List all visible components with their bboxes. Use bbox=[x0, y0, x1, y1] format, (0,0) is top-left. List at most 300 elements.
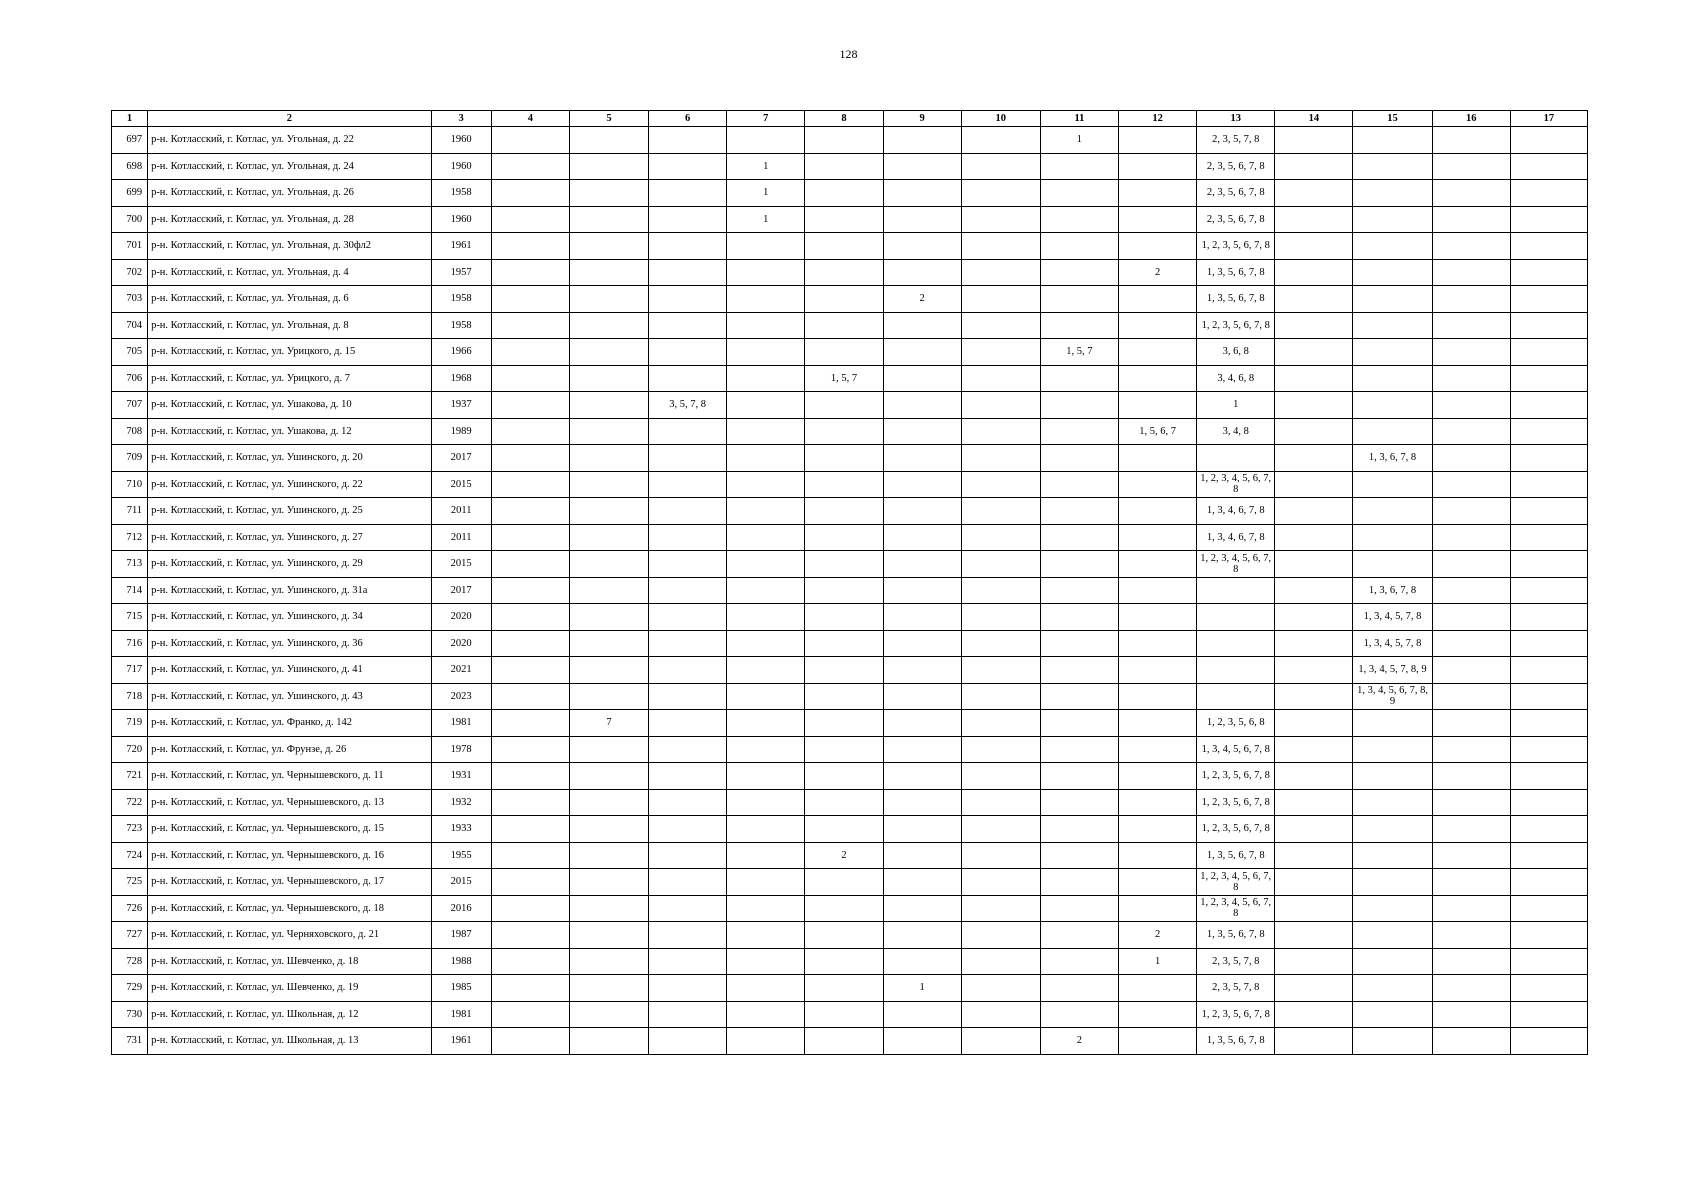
column-16-cell bbox=[1432, 312, 1510, 339]
column-5-cell bbox=[569, 842, 648, 869]
column-8-cell bbox=[805, 869, 883, 896]
column-14-cell bbox=[1275, 259, 1353, 286]
column-header-14: 14 bbox=[1275, 111, 1353, 127]
column-12-cell bbox=[1118, 392, 1196, 419]
column-11-cell bbox=[1040, 418, 1118, 445]
column-13-cell: 1, 3, 4, 5, 6, 7, 8 bbox=[1197, 736, 1275, 763]
column-11-cell bbox=[1040, 895, 1118, 922]
column-7-cell: 1 bbox=[727, 180, 805, 207]
address-cell: р-н. Котласский, г. Котлас, ул. Школьная, д. 12 bbox=[148, 1001, 432, 1028]
column-16-cell bbox=[1432, 259, 1510, 286]
column-10-cell bbox=[961, 498, 1040, 525]
column-7-cell bbox=[727, 604, 805, 631]
column-10-cell bbox=[961, 948, 1040, 975]
year-cell: 1989 bbox=[431, 418, 491, 445]
column-5-cell bbox=[569, 259, 648, 286]
column-6-cell bbox=[649, 153, 727, 180]
column-8-cell bbox=[805, 604, 883, 631]
column-11-cell bbox=[1040, 763, 1118, 790]
column-9-cell bbox=[883, 842, 961, 869]
column-17-cell bbox=[1510, 206, 1587, 233]
column-17-cell bbox=[1510, 842, 1587, 869]
address-cell: р-н. Котласский, г. Котлас, ул. Угольная, д. 22 bbox=[148, 127, 432, 154]
column-10-cell bbox=[961, 127, 1040, 154]
column-13-cell: 1, 3, 4, 6, 7, 8 bbox=[1197, 498, 1275, 525]
column-8-cell bbox=[805, 816, 883, 843]
column-header-17: 17 bbox=[1510, 111, 1587, 127]
table-row bbox=[112, 127, 1588, 154]
column-6-cell bbox=[649, 127, 727, 154]
column-11-cell bbox=[1040, 922, 1118, 949]
column-13-cell: 1, 2, 3, 4, 5, 6, 7, 8 bbox=[1197, 869, 1275, 896]
column-13-cell: 1, 2, 3, 4, 5, 6, 7, 8 bbox=[1197, 895, 1275, 922]
column-4-cell bbox=[491, 604, 569, 631]
column-12-cell bbox=[1118, 736, 1196, 763]
column-7-cell bbox=[727, 710, 805, 737]
row-number-cell: 700 bbox=[112, 206, 148, 233]
column-5-cell bbox=[569, 524, 648, 551]
column-17-cell bbox=[1510, 445, 1587, 472]
column-12-cell bbox=[1118, 842, 1196, 869]
column-14-cell bbox=[1275, 657, 1353, 684]
column-15-cell bbox=[1353, 392, 1432, 419]
row-number-cell: 716 bbox=[112, 630, 148, 657]
column-12-cell bbox=[1118, 286, 1196, 313]
column-5-cell bbox=[569, 869, 648, 896]
column-4-cell bbox=[491, 339, 569, 366]
column-12-cell bbox=[1118, 551, 1196, 578]
column-16-cell bbox=[1432, 683, 1510, 710]
column-6-cell bbox=[649, 763, 727, 790]
column-17-cell bbox=[1510, 922, 1587, 949]
column-10-cell bbox=[961, 259, 1040, 286]
column-4-cell bbox=[491, 789, 569, 816]
column-17-cell bbox=[1510, 339, 1587, 366]
column-9-cell bbox=[883, 577, 961, 604]
column-7-cell bbox=[727, 498, 805, 525]
column-17-cell bbox=[1510, 789, 1587, 816]
table-row bbox=[112, 286, 1588, 313]
column-7-cell bbox=[727, 312, 805, 339]
column-8-cell bbox=[805, 259, 883, 286]
row-number-cell: 702 bbox=[112, 259, 148, 286]
column-12-cell bbox=[1118, 710, 1196, 737]
row-number-cell: 724 bbox=[112, 842, 148, 869]
column-17-cell bbox=[1510, 180, 1587, 207]
column-13-cell: 1, 3, 4, 6, 7, 8 bbox=[1197, 524, 1275, 551]
row-number-cell: 731 bbox=[112, 1028, 148, 1055]
column-17-cell bbox=[1510, 418, 1587, 445]
column-10-cell bbox=[961, 763, 1040, 790]
table-row bbox=[112, 418, 1588, 445]
column-14-cell bbox=[1275, 180, 1353, 207]
year-cell: 2015 bbox=[431, 869, 491, 896]
column-16-cell bbox=[1432, 1001, 1510, 1028]
column-12-cell bbox=[1118, 630, 1196, 657]
year-cell: 2016 bbox=[431, 895, 491, 922]
column-8-cell bbox=[805, 445, 883, 472]
column-16-cell bbox=[1432, 524, 1510, 551]
column-8-cell bbox=[805, 895, 883, 922]
column-16-cell bbox=[1432, 365, 1510, 392]
column-15-cell bbox=[1353, 816, 1432, 843]
column-6-cell bbox=[649, 206, 727, 233]
address-cell: р-н. Котласский, г. Котлас, ул. Ушинского, д. 34 bbox=[148, 604, 432, 631]
table-row bbox=[112, 604, 1588, 631]
column-14-cell bbox=[1275, 339, 1353, 366]
column-13-cell bbox=[1197, 657, 1275, 684]
column-12-cell bbox=[1118, 498, 1196, 525]
address-cell: р-н. Котласский, г. Котлас, ул. Чернышевского, д. 16 bbox=[148, 842, 432, 869]
column-13-cell: 2, 3, 5, 6, 7, 8 bbox=[1197, 153, 1275, 180]
address-cell: р-н. Котласский, г. Котлас, ул. Ушинского, д. 20 bbox=[148, 445, 432, 472]
column-4-cell bbox=[491, 1028, 569, 1055]
column-16-cell bbox=[1432, 445, 1510, 472]
column-9-cell bbox=[883, 789, 961, 816]
column-6-cell bbox=[649, 339, 727, 366]
column-16-cell bbox=[1432, 816, 1510, 843]
column-14-cell bbox=[1275, 816, 1353, 843]
column-15-cell bbox=[1353, 763, 1432, 790]
column-13-cell: 1, 2, 3, 5, 6, 7, 8 bbox=[1197, 816, 1275, 843]
row-number-cell: 704 bbox=[112, 312, 148, 339]
year-cell: 2021 bbox=[431, 657, 491, 684]
column-7-cell bbox=[727, 975, 805, 1002]
column-header-13: 13 bbox=[1197, 111, 1275, 127]
column-13-cell: 1, 2, 3, 4, 5, 6, 7, 8 bbox=[1197, 471, 1275, 498]
column-5-cell bbox=[569, 975, 648, 1002]
column-9-cell bbox=[883, 657, 961, 684]
row-number-cell: 701 bbox=[112, 233, 148, 260]
column-14-cell bbox=[1275, 498, 1353, 525]
column-15-cell bbox=[1353, 127, 1432, 154]
column-6-cell bbox=[649, 816, 727, 843]
row-number-cell: 715 bbox=[112, 604, 148, 631]
year-cell: 1981 bbox=[431, 710, 491, 737]
column-7-cell bbox=[727, 524, 805, 551]
column-17-cell bbox=[1510, 153, 1587, 180]
column-5-cell bbox=[569, 551, 648, 578]
table-row bbox=[112, 577, 1588, 604]
column-4-cell bbox=[491, 498, 569, 525]
column-5-cell bbox=[569, 604, 648, 631]
column-15-cell: 1, 3, 4, 5, 7, 8 bbox=[1353, 604, 1432, 631]
column-12-cell bbox=[1118, 339, 1196, 366]
column-11-cell: 1, 5, 7 bbox=[1040, 339, 1118, 366]
column-9-cell bbox=[883, 736, 961, 763]
column-12-cell: 2 bbox=[1118, 259, 1196, 286]
column-9-cell bbox=[883, 948, 961, 975]
column-11-cell bbox=[1040, 286, 1118, 313]
page-number: 128 bbox=[839, 47, 858, 61]
column-16-cell bbox=[1432, 233, 1510, 260]
column-12-cell: 1 bbox=[1118, 948, 1196, 975]
column-17-cell bbox=[1510, 312, 1587, 339]
column-9-cell bbox=[883, 869, 961, 896]
column-5-cell bbox=[569, 895, 648, 922]
column-6-cell: 3, 5, 7, 8 bbox=[649, 392, 727, 419]
column-14-cell bbox=[1275, 551, 1353, 578]
column-7-cell bbox=[727, 339, 805, 366]
column-7-cell bbox=[727, 1028, 805, 1055]
column-13-cell: 3, 6, 8 bbox=[1197, 339, 1275, 366]
table-row bbox=[112, 524, 1588, 551]
column-9-cell bbox=[883, 604, 961, 631]
column-header-16: 16 bbox=[1432, 111, 1510, 127]
column-11-cell bbox=[1040, 975, 1118, 1002]
column-7-cell bbox=[727, 259, 805, 286]
column-15-cell bbox=[1353, 339, 1432, 366]
column-5-cell bbox=[569, 471, 648, 498]
column-17-cell bbox=[1510, 392, 1587, 419]
column-5-cell bbox=[569, 630, 648, 657]
column-10-cell bbox=[961, 418, 1040, 445]
column-5-cell bbox=[569, 233, 648, 260]
column-17-cell bbox=[1510, 1001, 1587, 1028]
column-12-cell bbox=[1118, 577, 1196, 604]
table-row bbox=[112, 551, 1588, 578]
year-cell: 1985 bbox=[431, 975, 491, 1002]
row-number-cell: 728 bbox=[112, 948, 148, 975]
column-14-cell bbox=[1275, 895, 1353, 922]
column-5-cell bbox=[569, 445, 648, 472]
column-15-cell bbox=[1353, 869, 1432, 896]
column-8-cell bbox=[805, 657, 883, 684]
column-header-2: 2 bbox=[148, 111, 432, 127]
column-7-cell bbox=[727, 233, 805, 260]
row-number-cell: 699 bbox=[112, 180, 148, 207]
column-8-cell bbox=[805, 551, 883, 578]
column-10-cell bbox=[961, 1028, 1040, 1055]
column-14-cell bbox=[1275, 736, 1353, 763]
year-cell: 1958 bbox=[431, 180, 491, 207]
column-15-cell bbox=[1353, 286, 1432, 313]
column-5-cell bbox=[569, 1028, 648, 1055]
column-10-cell bbox=[961, 842, 1040, 869]
column-13-cell: 3, 4, 8 bbox=[1197, 418, 1275, 445]
column-8-cell bbox=[805, 206, 883, 233]
column-17-cell bbox=[1510, 524, 1587, 551]
column-6-cell bbox=[649, 736, 727, 763]
column-11-cell bbox=[1040, 657, 1118, 684]
column-5-cell bbox=[569, 922, 648, 949]
column-16-cell bbox=[1432, 657, 1510, 684]
column-15-cell bbox=[1353, 259, 1432, 286]
column-header-9: 9 bbox=[883, 111, 961, 127]
column-15-cell bbox=[1353, 948, 1432, 975]
column-10-cell bbox=[961, 895, 1040, 922]
year-cell: 2023 bbox=[431, 683, 491, 710]
column-13-cell bbox=[1197, 604, 1275, 631]
column-11-cell bbox=[1040, 630, 1118, 657]
column-4-cell bbox=[491, 683, 569, 710]
column-4-cell bbox=[491, 445, 569, 472]
year-cell: 1933 bbox=[431, 816, 491, 843]
year-cell: 1960 bbox=[431, 153, 491, 180]
row-number-cell: 697 bbox=[112, 127, 148, 154]
column-4-cell bbox=[491, 922, 569, 949]
column-4-cell bbox=[491, 842, 569, 869]
column-9-cell bbox=[883, 816, 961, 843]
column-8-cell bbox=[805, 948, 883, 975]
column-15-cell bbox=[1353, 418, 1432, 445]
column-17-cell bbox=[1510, 683, 1587, 710]
column-11-cell bbox=[1040, 524, 1118, 551]
column-11-cell bbox=[1040, 233, 1118, 260]
column-13-cell: 2, 3, 5, 7, 8 bbox=[1197, 975, 1275, 1002]
column-11-cell bbox=[1040, 551, 1118, 578]
address-cell: р-н. Котласский, г. Котлас, ул. Шевченко, д. 18 bbox=[148, 948, 432, 975]
column-13-cell: 1, 2, 3, 5, 6, 7, 8 bbox=[1197, 789, 1275, 816]
column-5-cell bbox=[569, 127, 648, 154]
column-6-cell bbox=[649, 1028, 727, 1055]
column-5-cell bbox=[569, 736, 648, 763]
column-14-cell bbox=[1275, 445, 1353, 472]
table-row bbox=[112, 498, 1588, 525]
column-16-cell bbox=[1432, 789, 1510, 816]
column-7-cell bbox=[727, 789, 805, 816]
column-11-cell bbox=[1040, 842, 1118, 869]
table-row bbox=[112, 657, 1588, 684]
table-row bbox=[112, 312, 1588, 339]
column-11-cell bbox=[1040, 736, 1118, 763]
row-number-cell: 713 bbox=[112, 551, 148, 578]
row-number-cell: 725 bbox=[112, 869, 148, 896]
column-10-cell bbox=[961, 180, 1040, 207]
column-6-cell bbox=[649, 180, 727, 207]
column-4-cell bbox=[491, 312, 569, 339]
address-cell: р-н. Котласский, г. Котлас, ул. Фрунзе, д. 26 bbox=[148, 736, 432, 763]
column-12-cell bbox=[1118, 657, 1196, 684]
table-row bbox=[112, 392, 1588, 419]
column-13-cell: 1, 2, 3, 5, 6, 7, 8 bbox=[1197, 233, 1275, 260]
column-9-cell: 2 bbox=[883, 286, 961, 313]
column-6-cell bbox=[649, 471, 727, 498]
row-number-cell: 719 bbox=[112, 710, 148, 737]
column-7-cell bbox=[727, 922, 805, 949]
year-cell: 1966 bbox=[431, 339, 491, 366]
column-11-cell bbox=[1040, 604, 1118, 631]
year-cell: 2017 bbox=[431, 577, 491, 604]
column-16-cell bbox=[1432, 577, 1510, 604]
column-17-cell bbox=[1510, 604, 1587, 631]
column-7-cell: 1 bbox=[727, 153, 805, 180]
column-header-8: 8 bbox=[805, 111, 883, 127]
column-9-cell bbox=[883, 233, 961, 260]
table-row bbox=[112, 789, 1588, 816]
column-5-cell bbox=[569, 392, 648, 419]
column-12-cell bbox=[1118, 206, 1196, 233]
column-8-cell bbox=[805, 286, 883, 313]
column-9-cell bbox=[883, 127, 961, 154]
column-16-cell bbox=[1432, 286, 1510, 313]
column-5-cell bbox=[569, 948, 648, 975]
table-row bbox=[112, 365, 1588, 392]
table-row bbox=[112, 710, 1588, 737]
column-header-7: 7 bbox=[727, 111, 805, 127]
column-4-cell bbox=[491, 710, 569, 737]
column-16-cell bbox=[1432, 895, 1510, 922]
address-cell: р-н. Котласский, г. Котлас, ул. Ушинского, д. 22 bbox=[148, 471, 432, 498]
column-8-cell bbox=[805, 710, 883, 737]
column-8-cell bbox=[805, 922, 883, 949]
year-cell: 1978 bbox=[431, 736, 491, 763]
column-5-cell bbox=[569, 286, 648, 313]
column-6-cell bbox=[649, 551, 727, 578]
column-17-cell bbox=[1510, 816, 1587, 843]
column-12-cell bbox=[1118, 524, 1196, 551]
column-8-cell bbox=[805, 418, 883, 445]
address-cell: р-н. Котласский, г. Котлас, ул. Урицкого, д. 15 bbox=[148, 339, 432, 366]
column-14-cell bbox=[1275, 1028, 1353, 1055]
column-7-cell bbox=[727, 683, 805, 710]
column-13-cell: 2, 3, 5, 6, 7, 8 bbox=[1197, 206, 1275, 233]
column-17-cell bbox=[1510, 259, 1587, 286]
table-row bbox=[112, 895, 1588, 922]
column-9-cell bbox=[883, 922, 961, 949]
column-13-cell: 1, 3, 5, 6, 7, 8 bbox=[1197, 922, 1275, 949]
column-11-cell bbox=[1040, 153, 1118, 180]
address-cell: р-н. Котласский, г. Котлас, ул. Черняховского, д. 21 bbox=[148, 922, 432, 949]
column-7-cell bbox=[727, 657, 805, 684]
year-cell: 1961 bbox=[431, 233, 491, 260]
table-row bbox=[112, 1001, 1588, 1028]
column-7-cell bbox=[727, 418, 805, 445]
column-11-cell bbox=[1040, 392, 1118, 419]
column-9-cell bbox=[883, 763, 961, 790]
column-9-cell bbox=[883, 365, 961, 392]
table-body bbox=[112, 127, 1588, 1055]
column-16-cell bbox=[1432, 418, 1510, 445]
column-12-cell bbox=[1118, 127, 1196, 154]
column-4-cell bbox=[491, 630, 569, 657]
column-17-cell bbox=[1510, 630, 1587, 657]
column-13-cell: 1, 3, 5, 6, 7, 8 bbox=[1197, 1028, 1275, 1055]
column-5-cell bbox=[569, 418, 648, 445]
column-8-cell bbox=[805, 789, 883, 816]
column-6-cell bbox=[649, 418, 727, 445]
column-16-cell bbox=[1432, 763, 1510, 790]
column-12-cell bbox=[1118, 153, 1196, 180]
year-cell: 1968 bbox=[431, 365, 491, 392]
column-11-cell bbox=[1040, 498, 1118, 525]
address-cell: р-н. Котласский, г. Котлас, ул. Ушинского, д. 41 bbox=[148, 657, 432, 684]
column-10-cell bbox=[961, 471, 1040, 498]
table-row bbox=[112, 233, 1588, 260]
column-14-cell bbox=[1275, 471, 1353, 498]
column-14-cell bbox=[1275, 127, 1353, 154]
column-6-cell bbox=[649, 975, 727, 1002]
row-number-cell: 706 bbox=[112, 365, 148, 392]
column-5-cell bbox=[569, 153, 648, 180]
column-11-cell bbox=[1040, 206, 1118, 233]
column-6-cell bbox=[649, 312, 727, 339]
column-12-cell bbox=[1118, 895, 1196, 922]
column-9-cell bbox=[883, 498, 961, 525]
column-7-cell bbox=[727, 816, 805, 843]
address-cell: р-н. Котласский, г. Котлас, ул. Ушинского, д. 43 bbox=[148, 683, 432, 710]
column-7-cell bbox=[727, 127, 805, 154]
year-cell: 1958 bbox=[431, 312, 491, 339]
column-11-cell bbox=[1040, 710, 1118, 737]
column-9-cell bbox=[883, 259, 961, 286]
row-number-cell: 714 bbox=[112, 577, 148, 604]
column-11-cell bbox=[1040, 816, 1118, 843]
address-cell: р-н. Котласский, г. Котлас, ул. Чернышевского, д. 13 bbox=[148, 789, 432, 816]
column-15-cell bbox=[1353, 1001, 1432, 1028]
column-9-cell bbox=[883, 339, 961, 366]
column-14-cell bbox=[1275, 1001, 1353, 1028]
